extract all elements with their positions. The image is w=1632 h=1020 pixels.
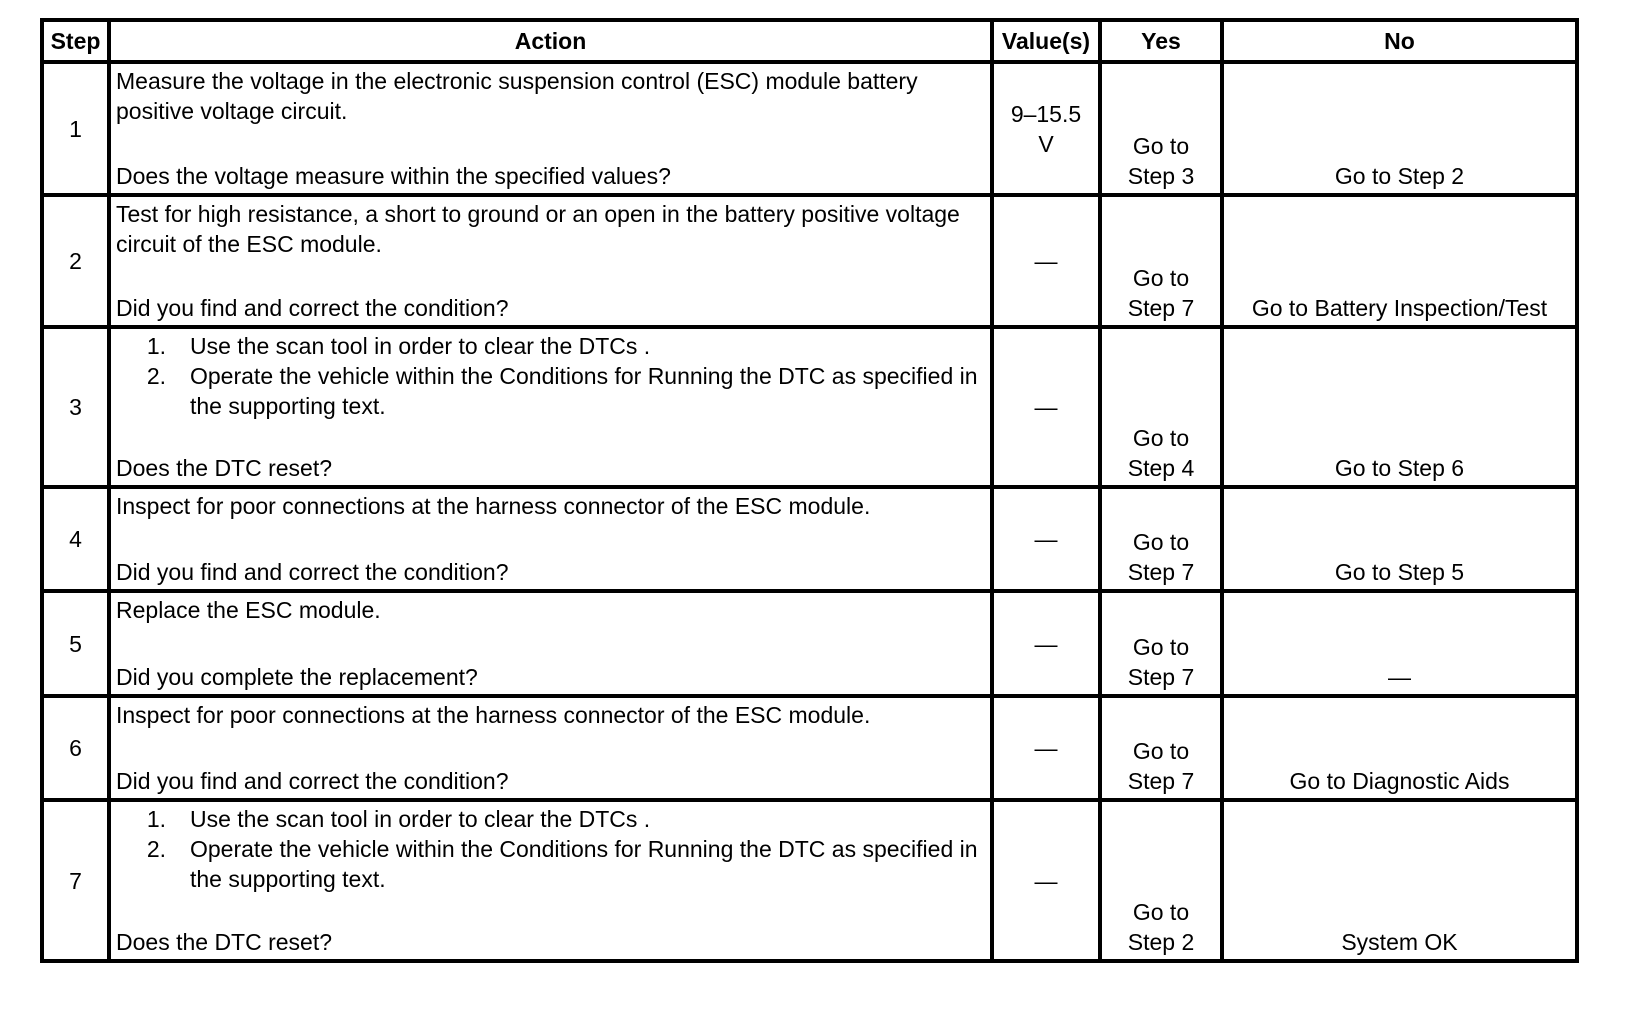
- yes-action-cell: Go to Step 7: [1100, 195, 1222, 327]
- procedure-item-text: Operate the vehicle within the Conditions for Running the DTC as specified in the supporting text.: [190, 836, 978, 892]
- action-statement: Inspect for poor connections at the harness connector of the ESC module.: [116, 702, 871, 728]
- step-number: 6: [42, 696, 109, 800]
- yes-action-cell: Go to Step 7: [1100, 696, 1222, 800]
- action-instructions: [116, 199, 984, 259]
- procedure-item-number: 2.: [146, 363, 166, 389]
- table-row: [42, 62, 1577, 195]
- action-cell: [109, 696, 992, 800]
- diagnostic-table-container: [40, 18, 1575, 963]
- no-action-cell: Go to Diagnostic Aids: [1222, 696, 1577, 800]
- procedure-item-text: Use the scan tool in order to clear the DTCs .: [190, 333, 651, 359]
- value-cell: —: [992, 195, 1100, 327]
- action-question: Did you find and correct the condition?: [116, 768, 509, 794]
- action-content: [116, 199, 984, 323]
- action-cell: [109, 195, 992, 327]
- step-number: 7: [42, 800, 109, 961]
- value-cell: —: [992, 327, 1100, 487]
- action-content: [116, 595, 984, 692]
- action-cell: [109, 327, 992, 487]
- action-statement: Measure the voltage in the electronic suspension control (ESC) module battery positive voltage circuit.: [116, 68, 918, 124]
- procedure-list-item: [116, 804, 984, 834]
- value-cell: —: [992, 487, 1100, 591]
- table-row: [42, 696, 1577, 800]
- header-no: No: [1222, 20, 1577, 62]
- procedure-list: [116, 804, 984, 894]
- action-content: [116, 700, 984, 796]
- action-instructions: [116, 700, 984, 730]
- no-action-cell: Go to Battery Inspection/Test: [1222, 195, 1577, 327]
- action-instructions: [116, 595, 984, 625]
- header-values: Value(s): [992, 20, 1100, 62]
- action-cell: [109, 800, 992, 961]
- procedure-list-item: [116, 331, 984, 361]
- action-content: [116, 66, 984, 191]
- procedure-item-number: 2.: [146, 836, 166, 862]
- yes-action-cell: Go to Step 4: [1100, 327, 1222, 487]
- yes-action-cell: Go to Step 3: [1100, 62, 1222, 195]
- no-action-cell: Go to Step 5: [1222, 487, 1577, 591]
- action-instructions: [116, 66, 984, 126]
- action-instructions: [116, 331, 984, 421]
- step-number: 1: [42, 62, 109, 195]
- table-row: [42, 800, 1577, 961]
- procedure-item-number: 1.: [146, 806, 166, 832]
- value-cell: 9–15.5 V: [992, 62, 1100, 195]
- table-row: [42, 195, 1577, 327]
- no-action-cell: Go to Step 6: [1222, 327, 1577, 487]
- header-step: Step: [42, 20, 109, 62]
- action-question: Did you find and correct the condition?: [116, 559, 509, 585]
- yes-action-cell: Go to Step 7: [1100, 487, 1222, 591]
- header-yes: Yes: [1100, 20, 1222, 62]
- procedure-item-number: 1.: [146, 333, 166, 359]
- no-action-cell: System OK: [1222, 800, 1577, 961]
- table-header-row: [42, 20, 1577, 62]
- action-cell: [109, 487, 992, 591]
- action-question: Does the DTC reset?: [116, 929, 333, 955]
- step-number: 5: [42, 591, 109, 696]
- action-question: Does the DTC reset?: [116, 455, 333, 481]
- no-action-cell: —: [1222, 591, 1577, 696]
- action-question: Did you find and correct the condition?: [116, 295, 509, 321]
- procedure-list-item: [116, 834, 984, 894]
- action-content: [116, 804, 984, 957]
- procedure-list-item: [116, 361, 984, 421]
- table-row: [42, 591, 1577, 696]
- action-question: Did you complete the replacement?: [116, 664, 478, 690]
- action-instructions: [116, 491, 984, 521]
- step-number: 2: [42, 195, 109, 327]
- value-cell: —: [992, 696, 1100, 800]
- action-question: Does the voltage measure within the specified values?: [116, 163, 671, 189]
- action-instructions: [116, 804, 984, 894]
- step-number: 3: [42, 327, 109, 487]
- yes-action-cell: Go to Step 7: [1100, 591, 1222, 696]
- table-row: [42, 327, 1577, 487]
- action-statement: Test for high resistance, a short to ground or an open in the battery positive voltage circuit of the ESC module.: [116, 201, 960, 257]
- procedure-item-text: Use the scan tool in order to clear the DTCs .: [190, 806, 651, 832]
- yes-action-cell: Go to Step 2: [1100, 800, 1222, 961]
- action-content: [116, 331, 984, 483]
- procedure-list: [116, 331, 984, 421]
- action-statement: Replace the ESC module.: [116, 597, 381, 623]
- procedure-item-text: Operate the vehicle within the Conditions for Running the DTC as specified in the supporting text.: [190, 363, 978, 419]
- step-number: 4: [42, 487, 109, 591]
- action-statement: Inspect for poor connections at the harness connector of the ESC module.: [116, 493, 871, 519]
- no-action-cell: Go to Step 2: [1222, 62, 1577, 195]
- value-cell: —: [992, 800, 1100, 961]
- action-content: [116, 491, 984, 587]
- action-cell: [109, 591, 992, 696]
- action-cell: [109, 62, 992, 195]
- table-body: [42, 62, 1577, 961]
- table-row: [42, 487, 1577, 591]
- value-cell: —: [992, 591, 1100, 696]
- header-action: Action: [109, 20, 992, 62]
- diagnostic-table: [40, 18, 1579, 963]
